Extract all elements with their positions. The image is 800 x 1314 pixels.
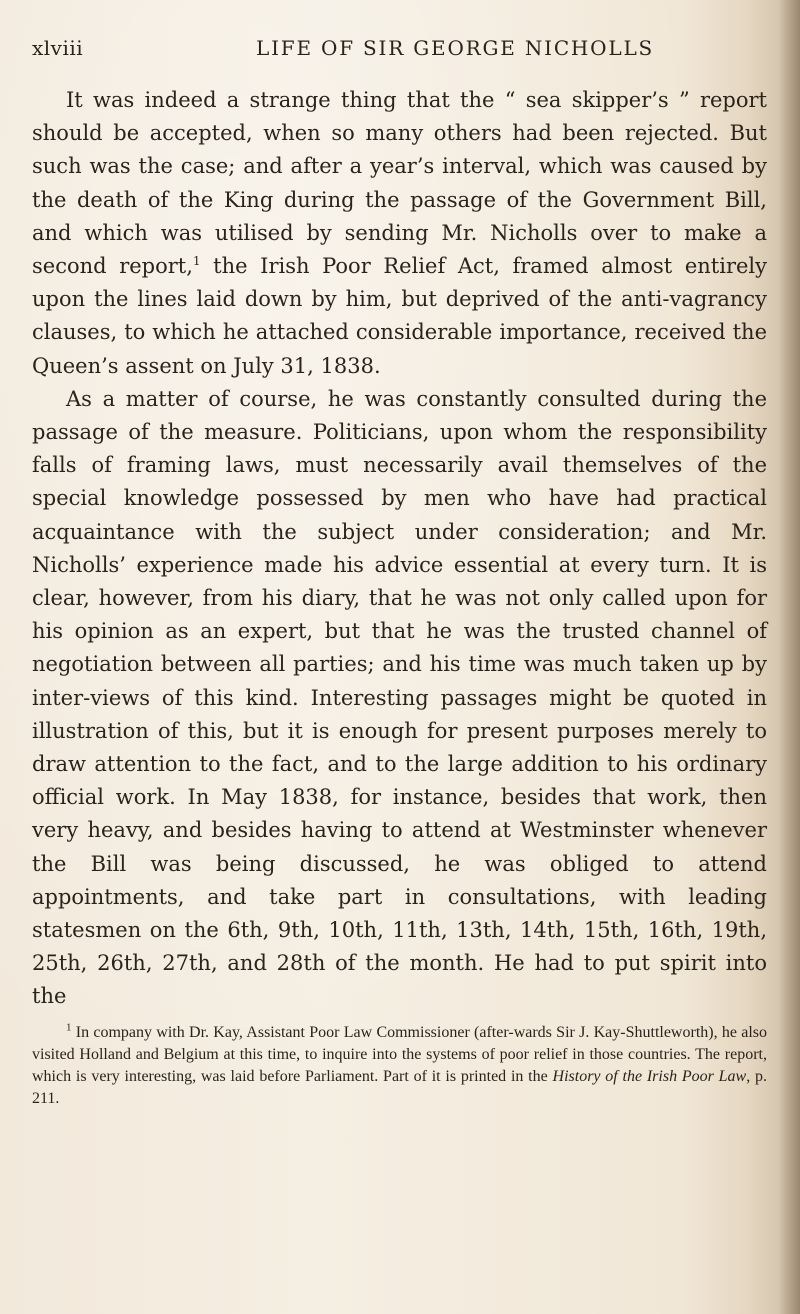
page-edge-shadow bbox=[778, 0, 800, 1314]
running-title: LIFE OF SIR GEORGE NICHOLLS bbox=[256, 36, 655, 60]
footnote-text-b: , p. 211. bbox=[32, 1068, 768, 1107]
footnote-marker: 1 bbox=[66, 1021, 72, 1034]
running-head bbox=[32, 36, 752, 66]
paragraph-1 bbox=[32, 84, 767, 383]
paragraph-1-text-a: It was indeed a strange thing that the “ sea skipper’s ” report should be accepted, when so many others had been rejected. But such was the case; and after a year’s interval, which was caused by the death of the King during the passage of the Government Bill, and which was utilised by sending Mr. Nicholls over to make a second report, bbox=[32, 88, 767, 279]
paragraph-1-text-b: the Irish Poor Relief Act, framed almost entirely upon the lines laid down by him, but deprived of the anti-vagrancy clauses, to which he attached considerable importance, received the Queen’s assent on July 31, 1838. bbox=[32, 254, 767, 378]
page-number: xlviii bbox=[32, 36, 84, 60]
footnote-reference: 1 bbox=[192, 254, 201, 269]
footnote-book-title: History of the Irish Poor Law bbox=[552, 1068, 747, 1085]
footnote-section bbox=[32, 1022, 767, 1110]
paragraph-2: As a matter of course, he was constantly consulted during the passage of the measure. Politicians, upon whom the responsibility falls of framing laws, must necessarily avail themselves of the special knowledge possessed by men who have had practical acquaintance with the subject under consideration; and Mr. Nicholls’ experience made his advice essential at every turn. It is clear, however, from his diary, that he was not only called upon for his opinion as an expert, but that he was the trusted channel of negotiation between all parties; and his time was much taken up by inter-views of this kind. Interesting passages might be quoted in illustration of this, but it is enough for present purposes merely to draw attention to the fact, and to the large addition to his ordinary official work. In May 1838, for instance, besides that work, then very heavy, and besides having to attend at Westminster whenever the Bill was being discussed, he was obliged to attend appointments, and take part in consultations, with leading statesmen on the 6th, 9th, 10th, 11th, 13th, 14th, 15th, 16th, 19th, 25th, 26th, 27th, and 28th of the month. He had to put spirit into the bbox=[32, 386, 767, 1009]
body-text bbox=[32, 84, 767, 1014]
footnote-text-a: In company with Dr. Kay, Assistant Poor Law Commissioner (after-wards Sir J. Kay-Shuttleworth), he also visited Holland and Belgium at this time, to inquire into the systems of poor relief in those countries. The report, which is very interesting, was laid before Parliament. Part of it is printed in the bbox=[32, 1024, 768, 1085]
footnote bbox=[32, 1022, 767, 1110]
